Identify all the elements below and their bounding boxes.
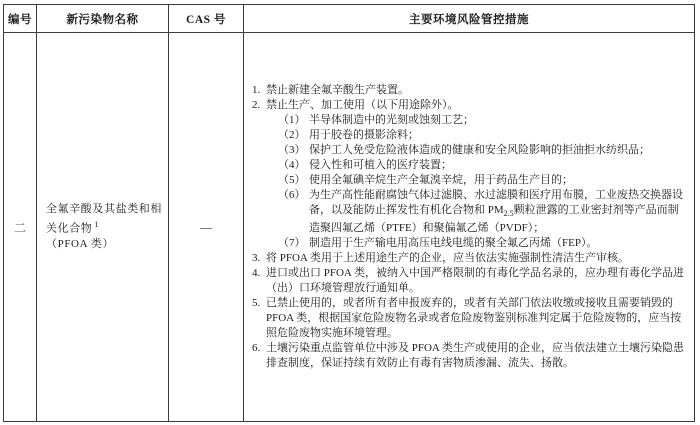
measure-item-2 [252, 98, 688, 251]
measure-item-1 [252, 83, 688, 98]
header-cas-number: CAS 号 [169, 5, 244, 33]
measures-cell [244, 33, 695, 422]
sub-measure-text [309, 188, 688, 236]
sub-measure-number: （7） [278, 237, 306, 250]
sub-measure-number: （6） [278, 188, 306, 201]
row-index-cell: 二 [4, 33, 37, 422]
pollutant-name-text: 全氟辛酸及其盐类和相关化合物 [46, 203, 162, 235]
pollutant-alias: （PFOA 类） [46, 237, 115, 250]
sub-measure-number: （5） [278, 173, 306, 186]
sub-measure-item-3 [278, 143, 688, 158]
measure-text: 禁止新建全氟辛酸生产装置。 [266, 83, 409, 96]
measure-item-6 [252, 341, 688, 371]
sub-measure-item-1 [278, 113, 688, 128]
sub-measure-item-5 [278, 173, 688, 188]
measure-item-3 [252, 251, 688, 266]
pollutant-control-table [3, 4, 695, 422]
measure-text: 土壤污染重点监管单位中涉及 PFOA 类生产或使用的企业，应当依法建立土壤污染隐患排查制度，保证持续有效防止有毒有害物质渗漏、流失、扬散。 [266, 342, 685, 370]
sub-measure-text: 侵入性和可植入的医疗装置； [309, 158, 452, 171]
measure-number: 3. [252, 252, 261, 265]
measure-number: 4. [252, 267, 261, 280]
measure-number: 2. [252, 98, 261, 111]
measure-number: 6. [252, 342, 261, 355]
pollutant-name-cell [37, 33, 169, 422]
sub-measure-number: （2） [278, 128, 306, 141]
sub-measure-text: 使用全氟碘辛烷生产全氟溴辛烷，用于药品生产目的； [309, 173, 573, 186]
sub-measure-item-7 [278, 236, 688, 251]
table-header-row [4, 5, 695, 33]
measure-text: 进口或出口 PFOA 类，被纳入中国严格限制的有毒化学品名录的，应办理有毒化学品进（出）口环境管理放行通知单。 [266, 267, 685, 295]
table-row [4, 33, 695, 422]
footnote-marker: 1 [94, 220, 100, 230]
header-pollutant-name: 新污染物名称 [37, 5, 169, 33]
sub-measure-text: 保护工人免受危险液体造成的健康和安全风险影响的拒油拒水纺织品； [309, 143, 650, 156]
pm25-subscript: 2.5 [503, 209, 514, 219]
measure-item-4 [252, 266, 688, 296]
sub-measure-item-4 [278, 158, 688, 173]
sub-measure-item-6 [278, 188, 688, 236]
measure-text: 将 PFOA 类用于上述用途生产的企业，应当依法实施强制性清洁生产审核。 [266, 252, 630, 265]
header-number: 编号 [4, 5, 37, 33]
measure-text: 已禁止使用的，或者所有者申报废弃的，或者有关部门依法收缴或接收且需要销毁的 PFOA 类，根据国家危险废物名录或者危险废物鉴别标准判定属于危险废物的，应当按照危险废物实施环境管理。 [266, 297, 682, 340]
sub-measure-number: （1） [278, 113, 306, 126]
measure-text-line: 禁止生产、加工使用（以下用途除外）。 [266, 98, 459, 111]
cas-number-cell: — [169, 33, 244, 422]
sub-measure-text: 半导体制造中的光刻或蚀刻工艺； [309, 113, 474, 126]
sub-measure-number: （4） [278, 158, 306, 171]
header-measures: 主要环境风险管控措施 [244, 5, 695, 33]
measure-text [266, 98, 688, 251]
measure-number: 1. [252, 83, 261, 96]
sub-measure-text: 用于胶卷的摄影涂料； [309, 128, 419, 141]
sub-measures-list [278, 113, 688, 251]
measures-list [252, 83, 688, 371]
sub-measure-item-2 [278, 128, 688, 143]
sub-measure-text: 制造用于生产输电用高压电线电缆的聚全氟乙丙烯（FEP）。 [309, 237, 598, 250]
pollutant-name [46, 202, 162, 237]
sub-measure-number: （3） [278, 143, 306, 156]
measure-number: 5. [252, 297, 261, 310]
measure-item-5 [252, 296, 688, 341]
sub-measure-text-pre: 为生产高性能耐腐蚀气体过滤膜、水过滤膜和医疗用布膜，工业废热交换器设备，以及能防止挥发性有机化合物和 PM [309, 188, 683, 216]
sub-measure-text-post: 颗粒泄露的工业密封剂等产品而制造聚四氟乙烯（PTFE）和聚偏氟乙烯（PVDF）； [309, 203, 679, 235]
